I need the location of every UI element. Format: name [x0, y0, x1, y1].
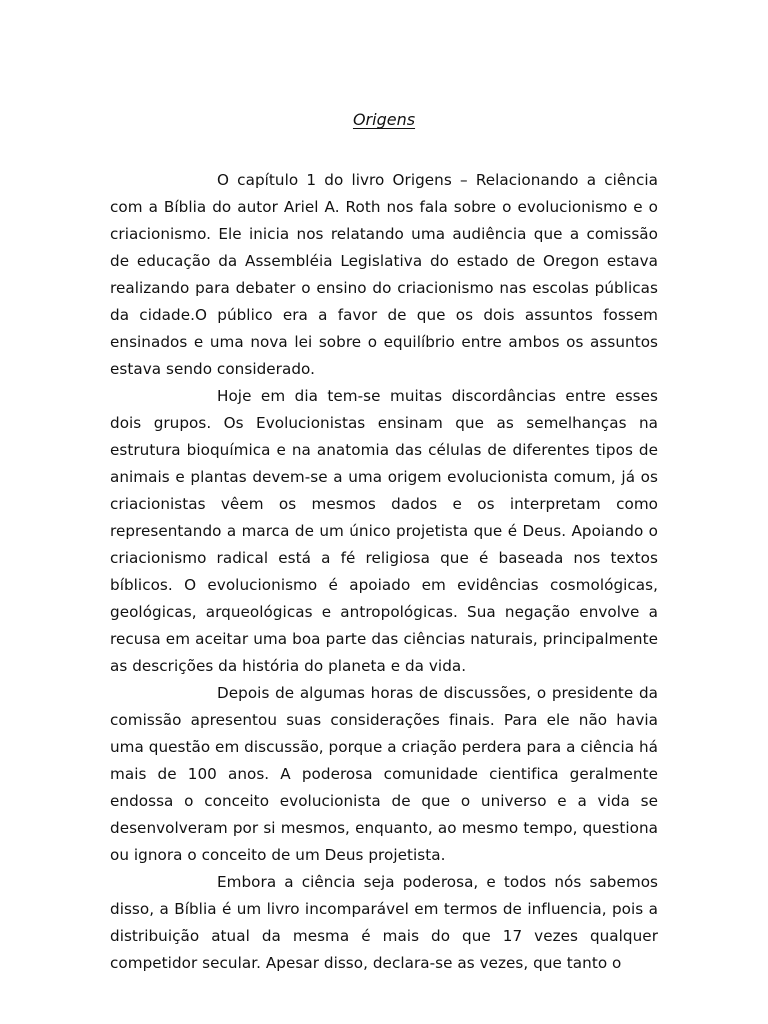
paragraph-1: O capítulo 1 do livro Origens – Relacionando a ciência com a Bíblia do autor Ariel A. Roth nos fala sobre o evolucionismo e o criacionismo. Ele inicia nos relatando uma audiência que a comissão de educação da Assembléia Legislativa do estado de Oregon estava realizando para debater o ensino do criacionismo nas escolas públicas da cidade.O público era a favor de que os dois assuntos fossem ensinados e uma nova lei sobre o equilíbrio entre ambos os assuntos estava sendo considerado. — [110, 171, 658, 378]
paragraph-4: Embora a ciência seja poderosa, e todos nós sabemos disso, a Bíblia é um livro incomparável em termos de influencia, pois a distribuição atual da mesma é mais do que 17 vezes qualquer competidor secular. Apesar disso, declara-se as vezes, que tanto o — [110, 873, 658, 972]
document-title: Origens — [352, 110, 416, 129]
paragraph-2: Hoje em dia tem-se muitas discordâncias entre esses dois grupos. Os Evolucionistas ensinam que as semelhanças na estrutura bioquímica e na anatomia das células de diferentes tipos de animais e plantas devem-se a uma origem evolucionista comum, já os criacionistas vêem os mesmos dados e os interpretam como representando a marca de um único projetista que é Deus. Apoiando o criacionismo radical está a fé religiosa que é baseada nos textos bíblicos. O evolucionismo é apoiado em evidências cosmológicas, geológicas, arqueológicas e antropológicas. Sua negação envolve a recusa em aceitar uma boa parte das ciências naturais, principalmente as descrições da história do planeta e da vida. — [110, 387, 658, 675]
document-page — [110, 0, 658, 1024]
document-body — [110, 167, 658, 977]
paragraph-3: Depois de algumas horas de discussões, o presidente da comissão apresentou suas considerações finais. Para ele não havia uma questão em discussão, porque a criação perdera para a ciência há mais de 100 anos. A poderosa comunidade cientifica geralmente endossa o conceito evolucionista de que o universo e a vida se desenvolveram por si mesmos, enquanto, ao mesmo tempo, questiona ou ignora o conceito de um Deus projetista. — [110, 684, 658, 864]
